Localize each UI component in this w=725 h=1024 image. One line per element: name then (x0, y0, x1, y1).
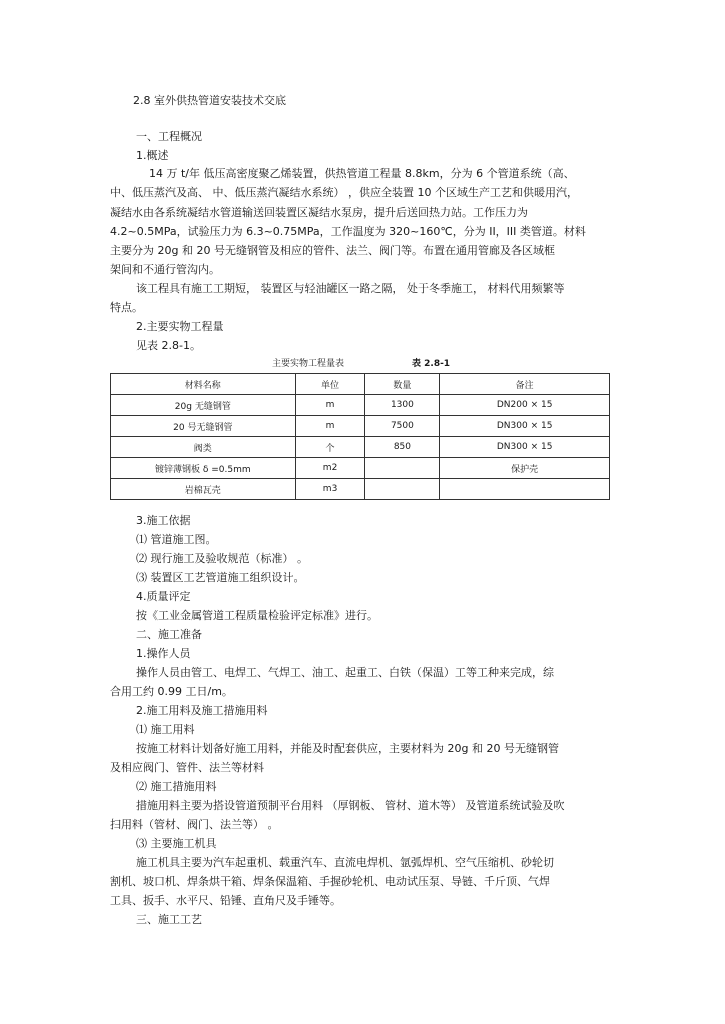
column-header: 数量 (365, 374, 440, 395)
subheading-quality: 4.质量评定 (136, 590, 191, 603)
table-cell: 850 (365, 437, 440, 458)
list-item: ⑵ 现行施工及验收规范（标准） 。 (136, 552, 308, 565)
table-cell: 20 号无缝钢管 (111, 416, 296, 437)
paragraph-line: 扫用料（管材、阀门、法兰等） 。 (110, 818, 279, 831)
list-item: ⑵ 施工措施用料 (136, 780, 217, 793)
table-cell: 保护壳 (440, 458, 610, 479)
table-cell: 阀类 (111, 437, 296, 458)
list-item: ⑴ 管道施工图。 (136, 533, 217, 546)
materials-table (110, 373, 610, 500)
table-cell: m2 (295, 458, 365, 479)
paragraph-line: 14 万 t/年 低压高密度聚乙烯装置，供热管道工程量 8.8km，分为 6 个管道系统（高、 (149, 167, 575, 180)
list-item: ⑴ 施工用料 (136, 723, 195, 736)
table-cell: 镀锌薄钢板 δ =0.5mm (111, 458, 296, 479)
table-cell: DN300 × 15 (440, 437, 610, 458)
table-cell: m (295, 416, 365, 437)
table-row (111, 395, 610, 416)
table-cell (365, 479, 440, 500)
table-cell: 20g 无缝钢管 (111, 395, 296, 416)
table-row (111, 416, 610, 437)
column-header: 材料名称 (111, 374, 296, 395)
paragraph-line: 及相应阀门、管件、法兰等材料 (110, 761, 264, 774)
paragraph-line: 特点。 (110, 301, 143, 314)
list-item: ⑶ 装置区工艺管道施工组织设计。 (136, 571, 305, 584)
table-cell: 岩棉瓦壳 (111, 479, 296, 500)
table-caption: 主要实物工程量表 (272, 359, 345, 369)
list-item: ⑶ 主要施工机具 (136, 837, 217, 850)
subheading-quantities: 2.主要实物工程量 (136, 320, 224, 333)
paragraph-line: 割机、坡口机、焊条烘干箱、焊条保温箱、手握砂轮机、电动试压泵、导链、千斤顶、气焊 (110, 875, 550, 888)
table-cell (440, 479, 610, 500)
table-number: 表 2.8-1 (412, 359, 451, 369)
paragraph-line: 操作人员由管工、电焊工、气焊工、油工、起重工、白铁（保温）工等工种来完成，综 (136, 666, 554, 679)
table-reference: 见表 2.8-1。 (136, 339, 201, 352)
subheading-basis: 3.施工依据 (136, 514, 191, 527)
table-header-row (111, 374, 610, 395)
paragraph-line: 该工程具有施工工期短， 装置区与轻油罐区一路之隔， 处于冬季施工， 材料代用频繁等 (136, 282, 565, 295)
paragraph-line: 措施用料主要为搭设管道预制平台用料 （厚钢板、 管材、道木等） 及管道系统试验及吹 (136, 799, 565, 812)
subheading-summary: 1.概述 (136, 149, 169, 162)
table-cell: DN300 × 15 (440, 416, 610, 437)
paragraph-line: 主要分为 20g 和 20 号无缝钢管及相应的管件、法兰、阀门等。布置在通用管廊及各区域框 (110, 244, 555, 257)
subheading-materials: 2.施工用料及施工措施用料 (136, 704, 268, 717)
table-cell: 7500 (365, 416, 440, 437)
section-title: 2.8 室外供热管道安装技术交底 (133, 94, 286, 107)
table-row (111, 437, 610, 458)
heading-overview: 一、工程概况 (136, 130, 202, 143)
table-cell: m (295, 395, 365, 416)
paragraph-line: 凝结水由各系统凝结水管道输送回装置区凝结水泵房，提升后送回热力站。工作压力为 (110, 206, 528, 219)
paragraph-line: 4.2~0.5MPa，试验压力为 6.3~0.75MPa，工作温度为 320~160℃，分为 II，III 类管道。材料 (110, 225, 586, 238)
table-row (111, 458, 610, 479)
paragraph-line: 合用工约 0.99 工日/m。 (110, 685, 233, 698)
table-cell: 个 (295, 437, 365, 458)
table-cell: 1300 (365, 395, 440, 416)
table-cell (365, 458, 440, 479)
table-cell: DN200 × 15 (440, 395, 610, 416)
paragraph-line: 按《工业金属管道工程质量检验评定标准》进行。 (136, 609, 378, 622)
heading-preparation: 二、施工准备 (136, 628, 202, 641)
paragraph-line: 按施工材料计划备好施工用料，并能及时配套供应，主要材料为 20g 和 20 号无缝钢管 (136, 742, 559, 755)
paragraph-line: 架间和不通行管沟内。 (110, 263, 220, 276)
paragraph-line: 工具、扳手、水平尺、铅锤、直角尺及手锤等。 (110, 894, 341, 907)
table-cell: m3 (295, 479, 365, 500)
paragraph-line: 施工机具主要为汽车起重机、载重汽车、直流电焊机、氩弧焊机、空气压缩机、砂轮切 (136, 856, 554, 869)
paragraph-line: 中、低压蒸汽及高、 中、低压蒸汽凝结水系统） ，供应全装置 10 个区域生产工艺和供暖用汽， (110, 186, 578, 199)
column-header: 单位 (295, 374, 365, 395)
heading-process: 三、施工工艺 (136, 913, 202, 926)
table-row (111, 479, 610, 500)
subheading-staff: 1.操作人员 (136, 647, 191, 660)
column-header: 备注 (440, 374, 610, 395)
